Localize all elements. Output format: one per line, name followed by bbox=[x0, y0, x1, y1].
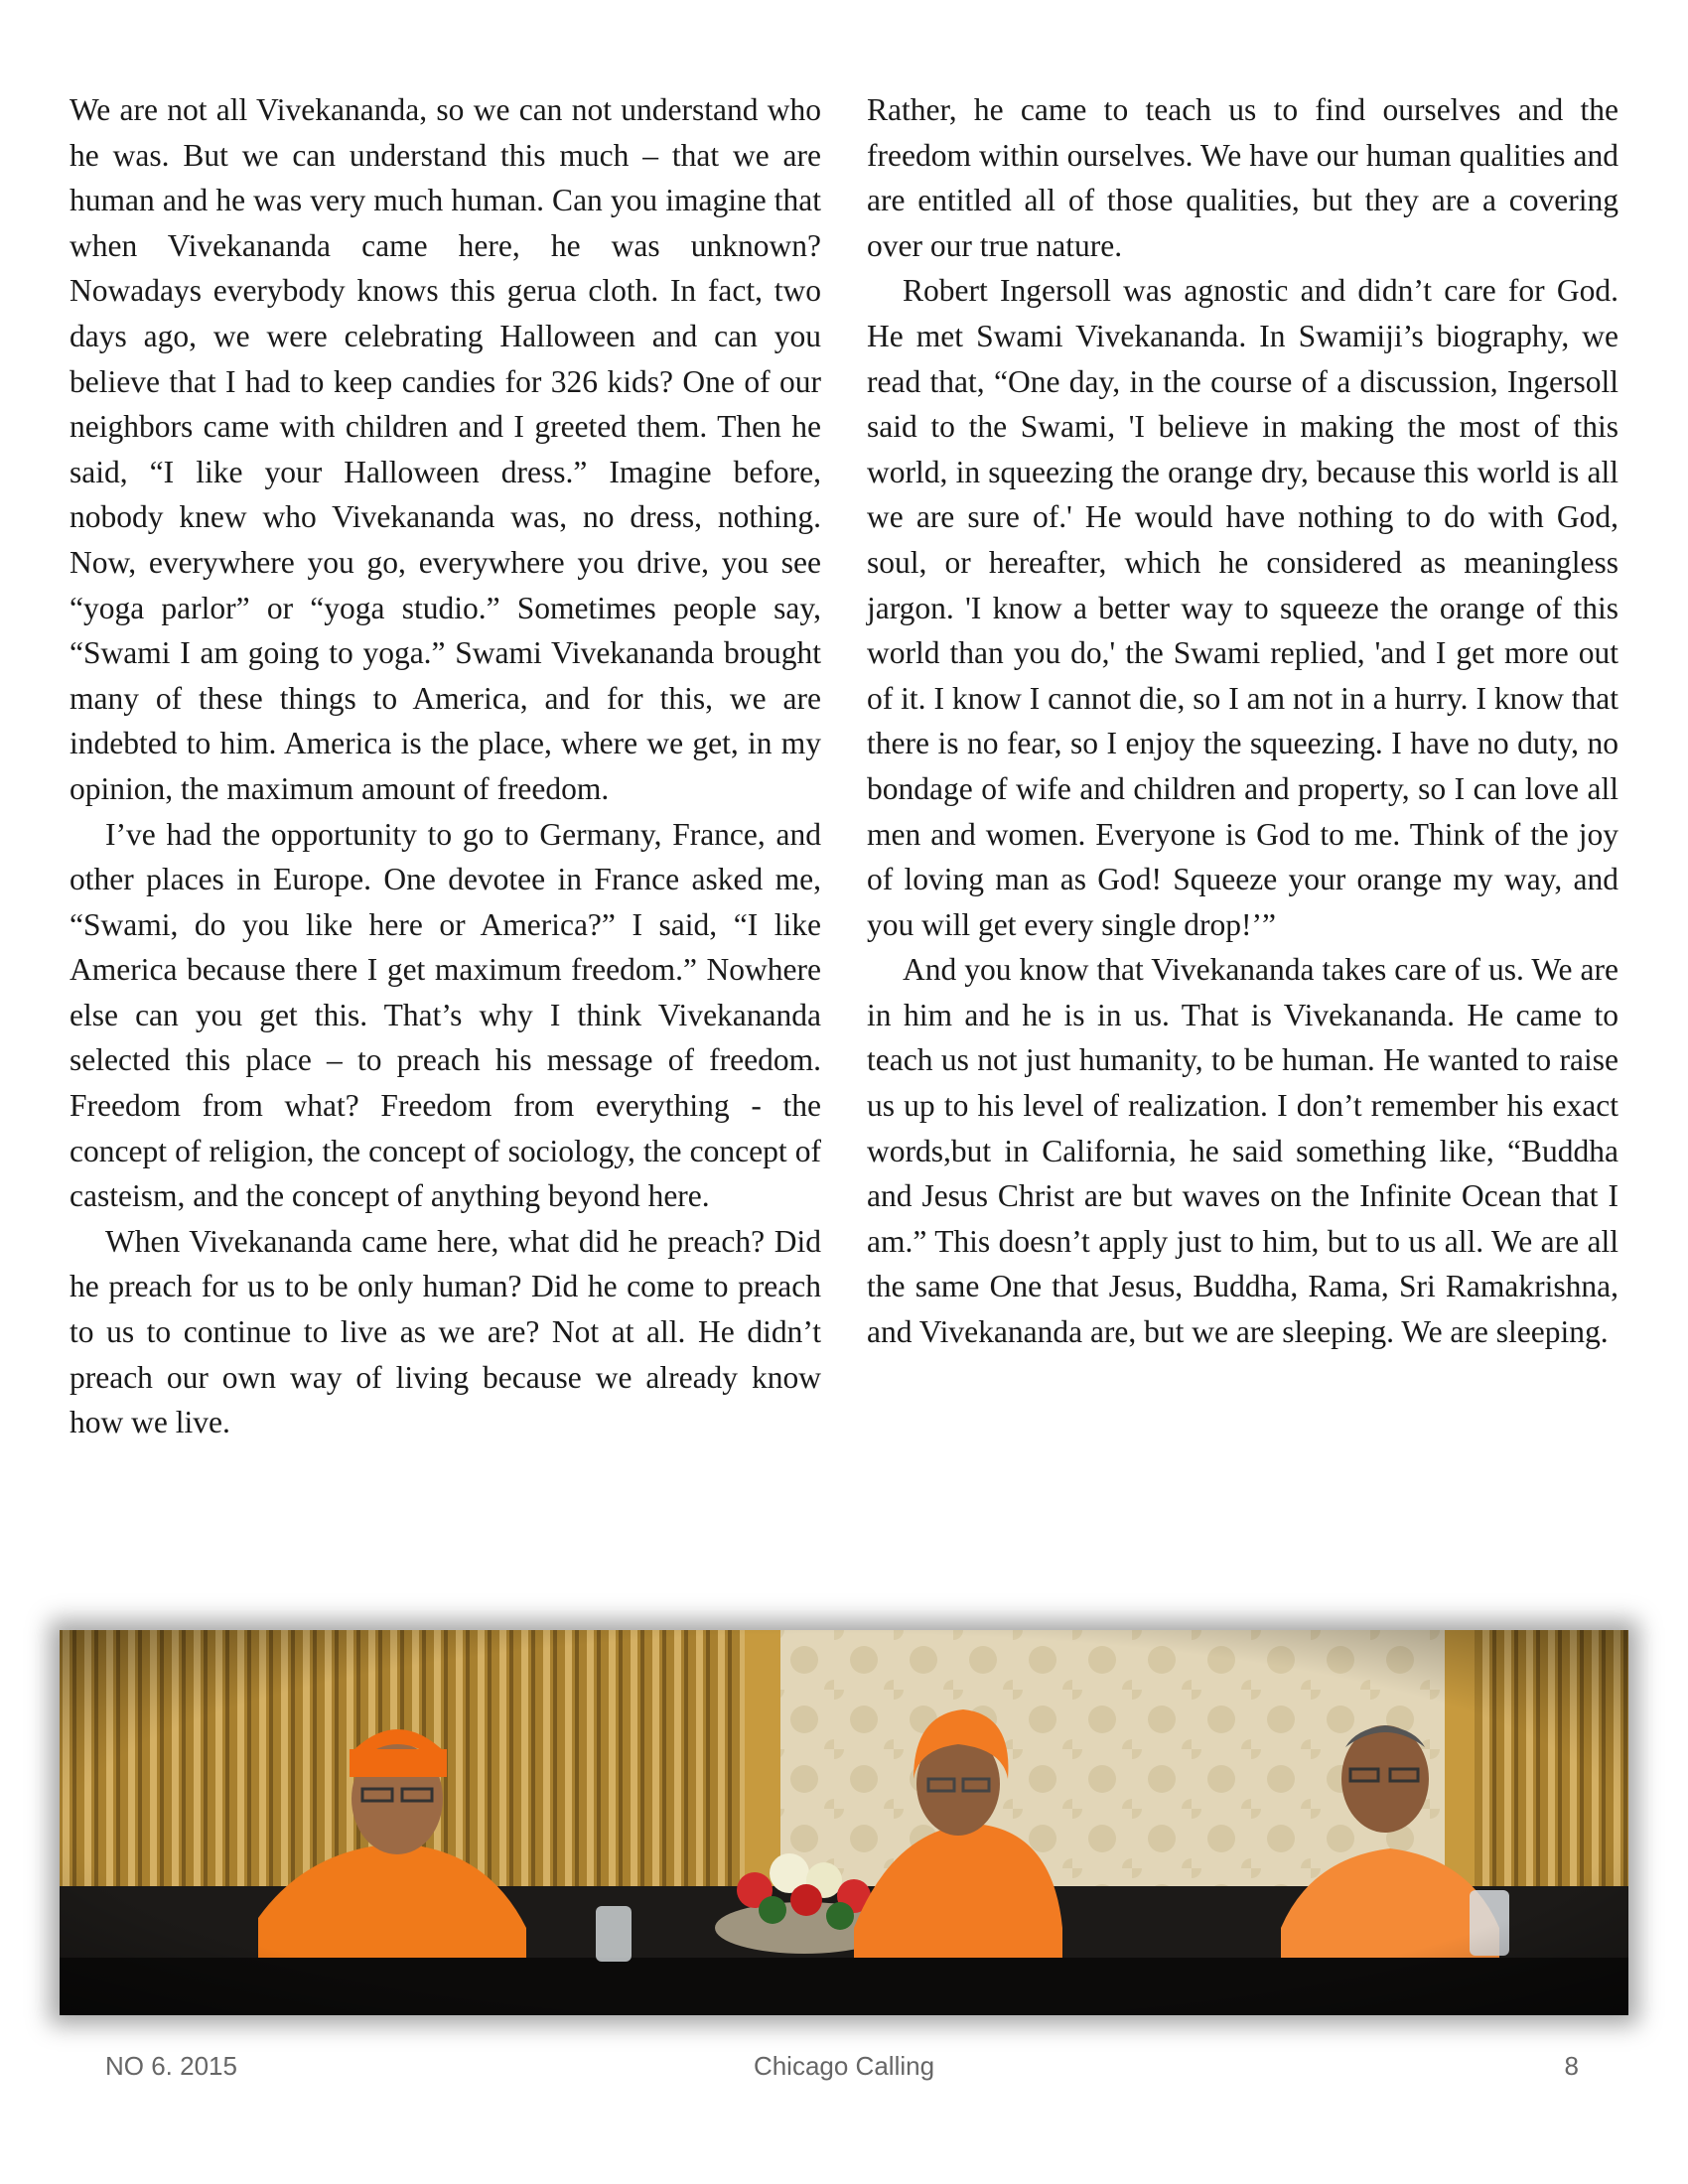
article-right-column bbox=[867, 87, 1618, 1355]
page-number: 8 bbox=[1564, 2051, 1579, 2081]
publication-title: Chicago Calling bbox=[753, 2051, 935, 2081]
article-left-column bbox=[70, 87, 821, 1445]
paragraph: Rather, he came to teach us to find ourselves and the freedom within ourselves. We have our human qualities and are entitled all of those qualities, but they are a covering over our true nature. bbox=[867, 92, 1618, 263]
issue-number: NO 6. 2015 bbox=[105, 2051, 237, 2081]
event-photo bbox=[60, 1630, 1628, 2015]
paragraph: And you know that Vivekananda takes care of us. We are in him and he is in us. That is Vivekananda. He came to teach us not just humanity, to be human. He wanted to raise us up to his level of realization. I don’t remember his exact words,but in California, he said something like, “Buddha and Jesus Christ are but waves on the Infinite Ocean that I am.” This doesn’t apply just to him, but to us all. We are all the same One that Jesus, Buddha, Rama, Sri Ramakrishna, and Vivekananda are, but we are sleeping. We are sleeping. bbox=[867, 952, 1618, 1350]
three-swamis-photo bbox=[60, 1630, 1628, 2015]
paragraph: Robert Ingersoll was agnostic and didn’t care for God. He met Swami Vivekananda. In Swamiji’s biography, we read that, “One day, in the course of a discussion, Ingersoll said to the Swami, 'I believe in making the most of this world, in squeezing the orange dry, because this world is all we are sure of.' He would have nothing to do with God, soul, or hereafter, which he considered as meaningless jargon. 'I know a better way to squeeze the orange of this world than you do,' the Swami replied, 'and I get more out of it. I know I cannot die, so I am not in a hurry. I know that there is no fear, so I enjoy the squeezing. I have no duty, no bondage of wife and children and property, so I can love all men and women. Everyone is God to me. Think of the joy of loving man as God! Squeeze your orange my way, and you will get every single drop!’” bbox=[867, 273, 1618, 942]
paragraph: When Vivekananda came here, what did he preach? Did he preach for us to be only human? Did he come to preach to us to continue to live as we are? Not at all. He didn’t preach our own way of living because we already know how we live. bbox=[70, 1223, 821, 1440]
page-footer bbox=[0, 2051, 1688, 2091]
paragraph: We are not all Vivekananda, so we can not understand who he was. But we can understand this much – that we are human and he was very much human. Can you imagine that when Vivekananda came here, he was unknown? Nowadays everybody knows this gerua cloth. In fact, two days ago, we were celebrating Halloween and can you believe that I had to keep candies for 326 kids? One of our neighbors came with children and I greeted them. Then he said, “I like your Halloween dress.” Imagine before, nobody knew who Vivekananda was, no dress, nothing. Now, everywhere you go, everywhere you drive, you see “yoga parlor” or “yoga studio.” Sometimes people say, “Swami I am going to yoga.” Swami Vivekananda brought many of these things to America, and for this, we are indebted to him. America is the place, where we get, in my opinion, the maximum amount of freedom. bbox=[70, 92, 821, 806]
paragraph: I’ve had the opportunity to go to Germany, France, and other places in Europe. One devotee in France asked me, “Swami, do you like here or America?” I said, “I like America because there I get maximum freedom.” Nowhere else can you get this. That’s why I think Vivekananda selected this place – to preach his message of freedom. Freedom from what? Freedom from everything - the concept of religion, the concept of sociology, the concept of casteism, and the concept of anything beyond here. bbox=[70, 816, 821, 1214]
